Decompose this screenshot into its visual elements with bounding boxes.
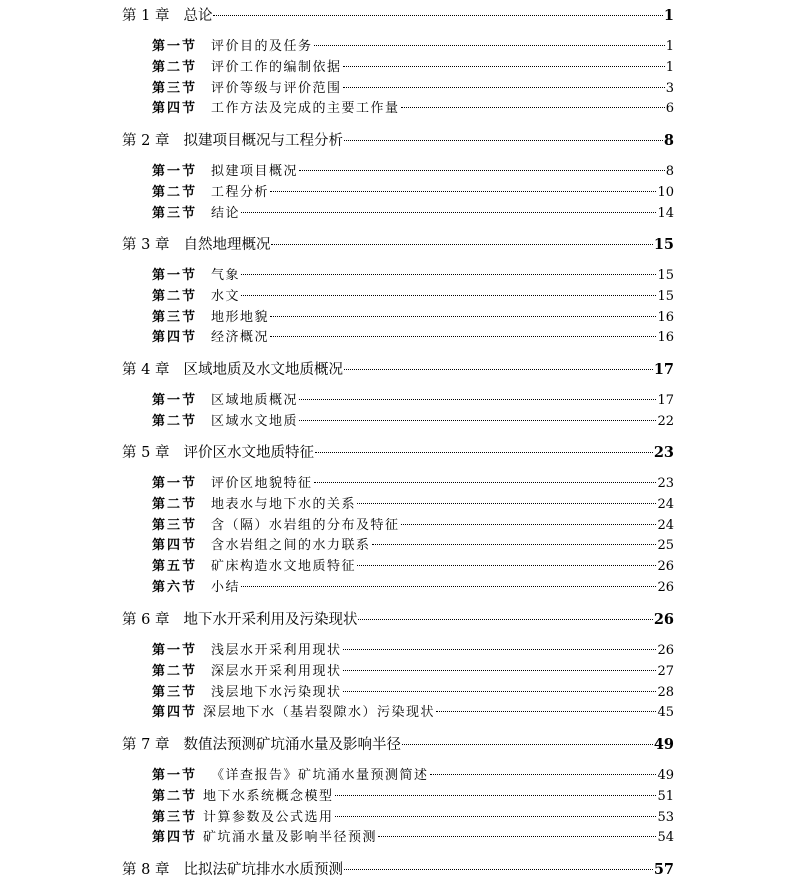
section-number: 第二节	[152, 288, 198, 304]
section-page-number: 26	[657, 580, 674, 595]
chapter-page-number: 26	[653, 611, 674, 628]
toc-section-entry[interactable]	[152, 536, 674, 556]
chapter-number: 第 4 章	[122, 362, 170, 378]
chapter-title: 评价区水文地质特征	[183, 445, 314, 461]
section-title: 深层地下水（基岩裂隙水）污染现状	[203, 705, 436, 721]
chapter-title: 数值法预测矿坑涌水量及影响半径	[183, 737, 401, 753]
section-number: 第二节	[152, 184, 198, 200]
toc-chapter-entry[interactable]	[122, 235, 674, 255]
dot-leader	[299, 399, 656, 400]
toc-section-entry[interactable]	[152, 287, 674, 307]
dot-leader	[270, 316, 656, 317]
section-number: 第一节	[152, 476, 198, 491]
section-page-number: 1	[665, 39, 674, 54]
section-number: 第一节	[152, 393, 198, 408]
section-title: 拟建项目概况	[211, 164, 299, 179]
toc-section-entry[interactable]	[152, 766, 674, 786]
dot-leader	[343, 87, 665, 88]
section-page-number: 16	[657, 309, 674, 325]
toc-chapter-entry[interactable]	[122, 860, 674, 880]
chapter-number: 第 6 章	[122, 612, 170, 628]
chapter-number: 第 7 章	[122, 737, 170, 753]
chapter-number: 第 8 章	[122, 862, 170, 878]
section-page-number: 25	[657, 538, 674, 554]
section-title: 评价工作的编制依据	[211, 59, 342, 75]
chapter-page-number: 17	[653, 361, 674, 378]
toc-section-entry[interactable]	[152, 516, 674, 536]
section-number: 第二节	[152, 788, 198, 804]
section-title: 《详查报告》矿坑涌水量预测简述	[211, 768, 429, 783]
dot-leader	[314, 45, 665, 46]
section-number: 第三节	[152, 517, 198, 533]
section-page-number: 6	[665, 101, 674, 117]
toc-section-entry[interactable]	[152, 391, 674, 411]
dot-leader	[343, 691, 657, 692]
section-title: 深层水开采利用现状	[211, 663, 342, 679]
dot-leader	[271, 244, 652, 245]
section-page-number: 24	[657, 517, 674, 533]
toc-chapter-entry[interactable]	[122, 360, 674, 380]
toc-section-entry[interactable]	[152, 266, 674, 286]
section-title: 气象	[211, 268, 241, 283]
dot-leader	[401, 107, 665, 108]
section-title: 工作方法及完成的主要工作量	[211, 101, 400, 117]
section-page-number: 17	[657, 393, 674, 408]
toc-section-entry[interactable]	[152, 37, 674, 57]
dot-leader	[270, 191, 656, 192]
toc-section-entry[interactable]	[152, 787, 674, 807]
toc-section-entry[interactable]	[152, 495, 674, 515]
chapter-title: 区域地质及水文地质概况	[183, 362, 343, 378]
toc-section-entry[interactable]	[152, 99, 674, 119]
dot-leader	[430, 774, 657, 775]
section-title: 地表水与地下水的关系	[211, 496, 357, 512]
section-number: 第一节	[152, 643, 198, 658]
section-page-number: 8	[665, 164, 674, 179]
section-title: 浅层地下水污染现状	[211, 684, 342, 700]
section-page-number: 51	[657, 788, 674, 804]
toc-section-entry[interactable]	[152, 204, 674, 224]
toc-section-entry[interactable]	[152, 183, 674, 203]
toc-section-entry[interactable]	[152, 412, 674, 432]
toc-chapter-entry[interactable]	[122, 610, 674, 630]
section-title: 结论	[211, 205, 241, 221]
chapter-page-number: 1	[663, 7, 674, 24]
chapter-page-number: 15	[653, 236, 674, 253]
section-number: 第四节	[152, 830, 198, 846]
section-title: 区域地质概况	[211, 393, 299, 408]
section-page-number: 28	[657, 684, 674, 700]
section-title: 浅层水开采利用现状	[211, 643, 342, 658]
section-page-number: 26	[657, 559, 674, 575]
section-number: 第二节	[152, 59, 198, 75]
section-page-number: 49	[657, 768, 674, 783]
dot-leader	[241, 295, 656, 296]
section-number: 第一节	[152, 268, 198, 283]
section-page-number: 16	[657, 330, 674, 346]
dot-leader	[270, 336, 656, 337]
section-number: 第四节	[152, 538, 198, 554]
toc-section-entry[interactable]	[152, 79, 674, 99]
section-page-number: 15	[657, 288, 674, 304]
section-page-number: 53	[657, 809, 674, 825]
section-number: 第六节	[152, 580, 198, 595]
section-title: 工程分析	[211, 184, 270, 200]
dot-leader	[343, 66, 665, 67]
dot-leader	[335, 795, 657, 796]
section-number: 第一节	[152, 768, 198, 783]
dot-leader	[241, 274, 656, 275]
section-title: 经济概况	[211, 330, 270, 346]
toc-section-entry[interactable]	[152, 641, 674, 661]
toc-chapter-entry[interactable]	[122, 735, 674, 755]
dot-leader	[241, 212, 656, 213]
section-page-number: 1	[665, 59, 674, 75]
toc-section-entry[interactable]	[152, 308, 674, 328]
toc-section-entry[interactable]	[152, 162, 674, 182]
dot-leader	[241, 586, 656, 587]
toc-section-entry[interactable]	[152, 58, 674, 78]
dot-leader	[344, 369, 653, 370]
dot-leader	[378, 836, 656, 837]
chapter-number: 第 3 章	[122, 237, 170, 253]
section-number: 第一节	[152, 39, 198, 54]
section-title: 小结	[211, 580, 241, 595]
section-page-number: 27	[657, 663, 674, 679]
dot-leader	[335, 816, 657, 817]
section-page-number: 14	[657, 205, 674, 221]
chapter-number: 第 2 章	[122, 133, 170, 149]
section-number: 第三节	[152, 80, 198, 96]
section-title: 地下水系统概念模型	[203, 788, 334, 804]
section-number: 第三节	[152, 205, 198, 221]
section-page-number: 26	[657, 643, 674, 658]
section-title: 计算参数及公式选用	[203, 809, 334, 825]
section-page-number: 23	[657, 476, 674, 491]
toc-section-entry[interactable]	[152, 328, 674, 348]
section-page-number: 3	[665, 80, 674, 96]
toc-section-entry[interactable]	[152, 557, 674, 577]
chapter-page-number: 57	[653, 861, 674, 878]
dot-leader	[343, 649, 657, 650]
toc-chapter-entry[interactable]	[122, 6, 674, 26]
dot-leader	[401, 524, 657, 525]
section-title: 含水岩组之间的水力联系	[211, 538, 371, 554]
dot-leader	[213, 15, 662, 16]
section-title: 矿坑涌水量及影响半径预测	[203, 830, 378, 846]
section-title: 水文	[211, 288, 241, 304]
dot-leader	[315, 452, 653, 453]
chapter-page-number: 8	[663, 132, 674, 149]
section-title: 评价区地貌特征	[211, 476, 313, 491]
dot-leader	[358, 619, 652, 620]
section-number: 第三节	[152, 684, 198, 700]
toc-section-entry[interactable]	[152, 683, 674, 703]
dot-leader	[357, 565, 656, 566]
section-number: 第四节	[152, 330, 198, 346]
chapter-title: 自然地理概况	[183, 237, 271, 253]
section-number: 第二节	[152, 413, 198, 429]
section-page-number: 10	[657, 184, 674, 200]
chapter-title: 拟建项目概况与工程分析	[183, 133, 343, 149]
toc-section-entry[interactable]	[152, 828, 674, 848]
chapter-title: 地下水开采利用及污染现状	[183, 612, 358, 628]
chapter-number: 第 5 章	[122, 445, 170, 461]
section-page-number: 54	[657, 830, 674, 846]
section-page-number: 24	[657, 496, 674, 512]
section-page-number: 22	[657, 413, 674, 429]
section-title: 矿床构造水文地质特征	[211, 559, 357, 575]
toc-section-entry[interactable]	[152, 474, 674, 494]
toc-chapter-entry[interactable]	[122, 443, 674, 463]
section-number: 第三节	[152, 809, 198, 825]
section-number: 第四节	[152, 101, 198, 117]
section-number: 第五节	[152, 559, 198, 575]
toc-section-entry[interactable]	[152, 662, 674, 682]
dot-leader	[299, 170, 665, 171]
section-title: 评价目的及任务	[211, 39, 313, 54]
chapter-number: 第 1 章	[122, 8, 170, 24]
section-number: 第一节	[152, 164, 198, 179]
toc-section-entry[interactable]	[152, 578, 674, 598]
toc-chapter-entry[interactable]	[122, 131, 674, 151]
dot-leader	[314, 482, 657, 483]
section-page-number: 15	[657, 268, 674, 283]
dot-leader	[344, 140, 663, 141]
dot-leader	[436, 711, 656, 712]
section-title: 区域水文地质	[211, 413, 299, 429]
chapter-page-number: 49	[653, 736, 674, 753]
section-title: 评价等级与评价范围	[211, 80, 342, 96]
section-number: 第四节	[152, 705, 198, 721]
toc-section-entry[interactable]	[152, 703, 674, 723]
dot-leader	[299, 420, 656, 421]
toc-section-entry[interactable]	[152, 808, 674, 828]
section-page-number: 45	[657, 705, 674, 721]
dot-leader	[344, 869, 653, 870]
chapter-title: 总论	[183, 8, 213, 24]
chapter-title: 比拟法矿坑排水水质预测	[183, 862, 343, 878]
chapter-page-number: 23	[653, 444, 674, 461]
dot-leader	[357, 503, 656, 504]
section-title: 地形地貌	[211, 309, 270, 325]
dot-leader	[402, 744, 653, 745]
section-number: 第三节	[152, 309, 198, 325]
section-number: 第二节	[152, 496, 198, 512]
section-title: 含（隔）水岩组的分布及特征	[211, 517, 400, 533]
dot-leader	[372, 544, 657, 545]
section-number: 第二节	[152, 663, 198, 679]
dot-leader	[343, 670, 657, 671]
